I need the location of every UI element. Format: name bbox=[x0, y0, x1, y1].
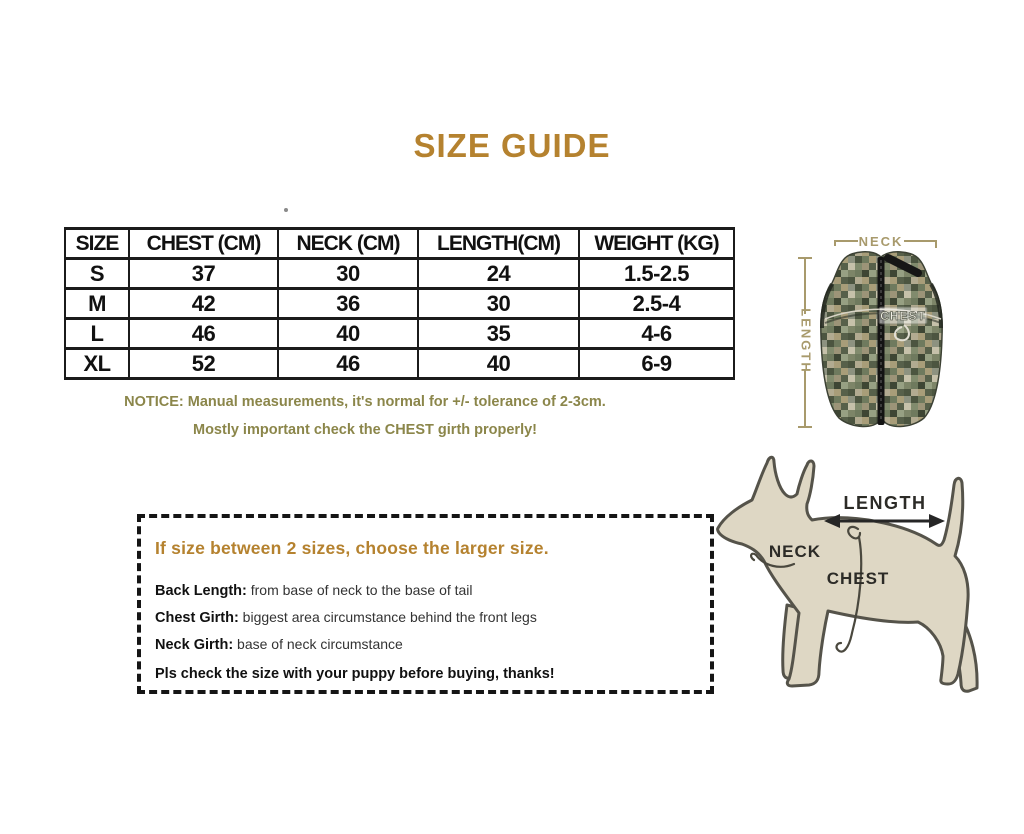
size-table bbox=[64, 227, 735, 380]
cell: 46 bbox=[129, 319, 278, 349]
dog-diagram bbox=[700, 443, 1022, 705]
table-row-xl bbox=[65, 349, 734, 379]
notice-line-1: NOTICE: Manual measurements, it's normal for +/- tolerance of 2-3cm. bbox=[124, 394, 606, 410]
col-length: LENGTH(CM) bbox=[418, 229, 579, 259]
tip-text: base of neck circumstance bbox=[233, 636, 403, 652]
cell: 24 bbox=[418, 259, 579, 289]
tip-text: biggest area circumstance behind the front legs bbox=[238, 609, 537, 625]
vest-diagram bbox=[778, 228, 963, 438]
cell: 52 bbox=[129, 349, 278, 379]
tip-neck-girth bbox=[155, 631, 696, 658]
vest-length-label: LENGTH bbox=[798, 308, 814, 374]
cell: 40 bbox=[278, 319, 418, 349]
dog-neck-label: NECK bbox=[768, 542, 822, 561]
cell: 2.5-4 bbox=[579, 289, 734, 319]
stray-dot bbox=[284, 208, 288, 212]
cell: M bbox=[65, 289, 129, 319]
table-row-m bbox=[65, 289, 734, 319]
cell: S bbox=[65, 259, 129, 289]
tips-box bbox=[137, 514, 714, 694]
tips-heading: If size between 2 sizes, choose the larger size. bbox=[155, 538, 549, 558]
cell: XL bbox=[65, 349, 129, 379]
cell: 4-6 bbox=[579, 319, 734, 349]
tip-label: Neck Girth: bbox=[155, 637, 234, 653]
tip-chest-girth bbox=[155, 604, 696, 631]
dog-chest-label: CHEST bbox=[826, 569, 890, 588]
cell: 30 bbox=[278, 259, 418, 289]
table-row-s bbox=[65, 259, 734, 289]
col-neck: NECK (CM) bbox=[278, 229, 418, 259]
cell: 37 bbox=[129, 259, 278, 289]
cell: 40 bbox=[418, 349, 579, 379]
cell: L bbox=[65, 319, 129, 349]
notice-line-2: Mostly important check the CHEST girth properly! bbox=[192, 421, 537, 438]
tip-text: from base of neck to the base of tail bbox=[246, 582, 473, 598]
camo-vest bbox=[821, 252, 942, 427]
col-weight: WEIGHT (KG) bbox=[579, 229, 734, 259]
page-title: SIZE GUIDE bbox=[413, 127, 611, 164]
cell: 42 bbox=[129, 289, 278, 319]
vest-chest-label: CHEST bbox=[880, 309, 926, 323]
notice-text bbox=[60, 389, 670, 444]
cell: 35 bbox=[418, 319, 579, 349]
cell: 6-9 bbox=[579, 349, 734, 379]
cell: 36 bbox=[278, 289, 418, 319]
col-chest: CHEST (CM) bbox=[129, 229, 278, 259]
table-row-l bbox=[65, 319, 734, 349]
tip-label: Back Length: bbox=[155, 583, 247, 599]
cell: 30 bbox=[418, 289, 579, 319]
dog-length-label: LENGTH bbox=[843, 493, 927, 513]
tips-footer: Pls check the size with your puppy before buying, thanks! bbox=[155, 666, 555, 682]
size-table-header-row bbox=[65, 229, 734, 259]
tip-back-length bbox=[155, 577, 696, 604]
col-size: SIZE bbox=[65, 229, 129, 259]
tip-label: Chest Girth: bbox=[155, 610, 239, 626]
cell: 46 bbox=[278, 349, 418, 379]
cell: 1.5-2.5 bbox=[579, 259, 734, 289]
vest-neck-label: NECK bbox=[858, 234, 904, 249]
